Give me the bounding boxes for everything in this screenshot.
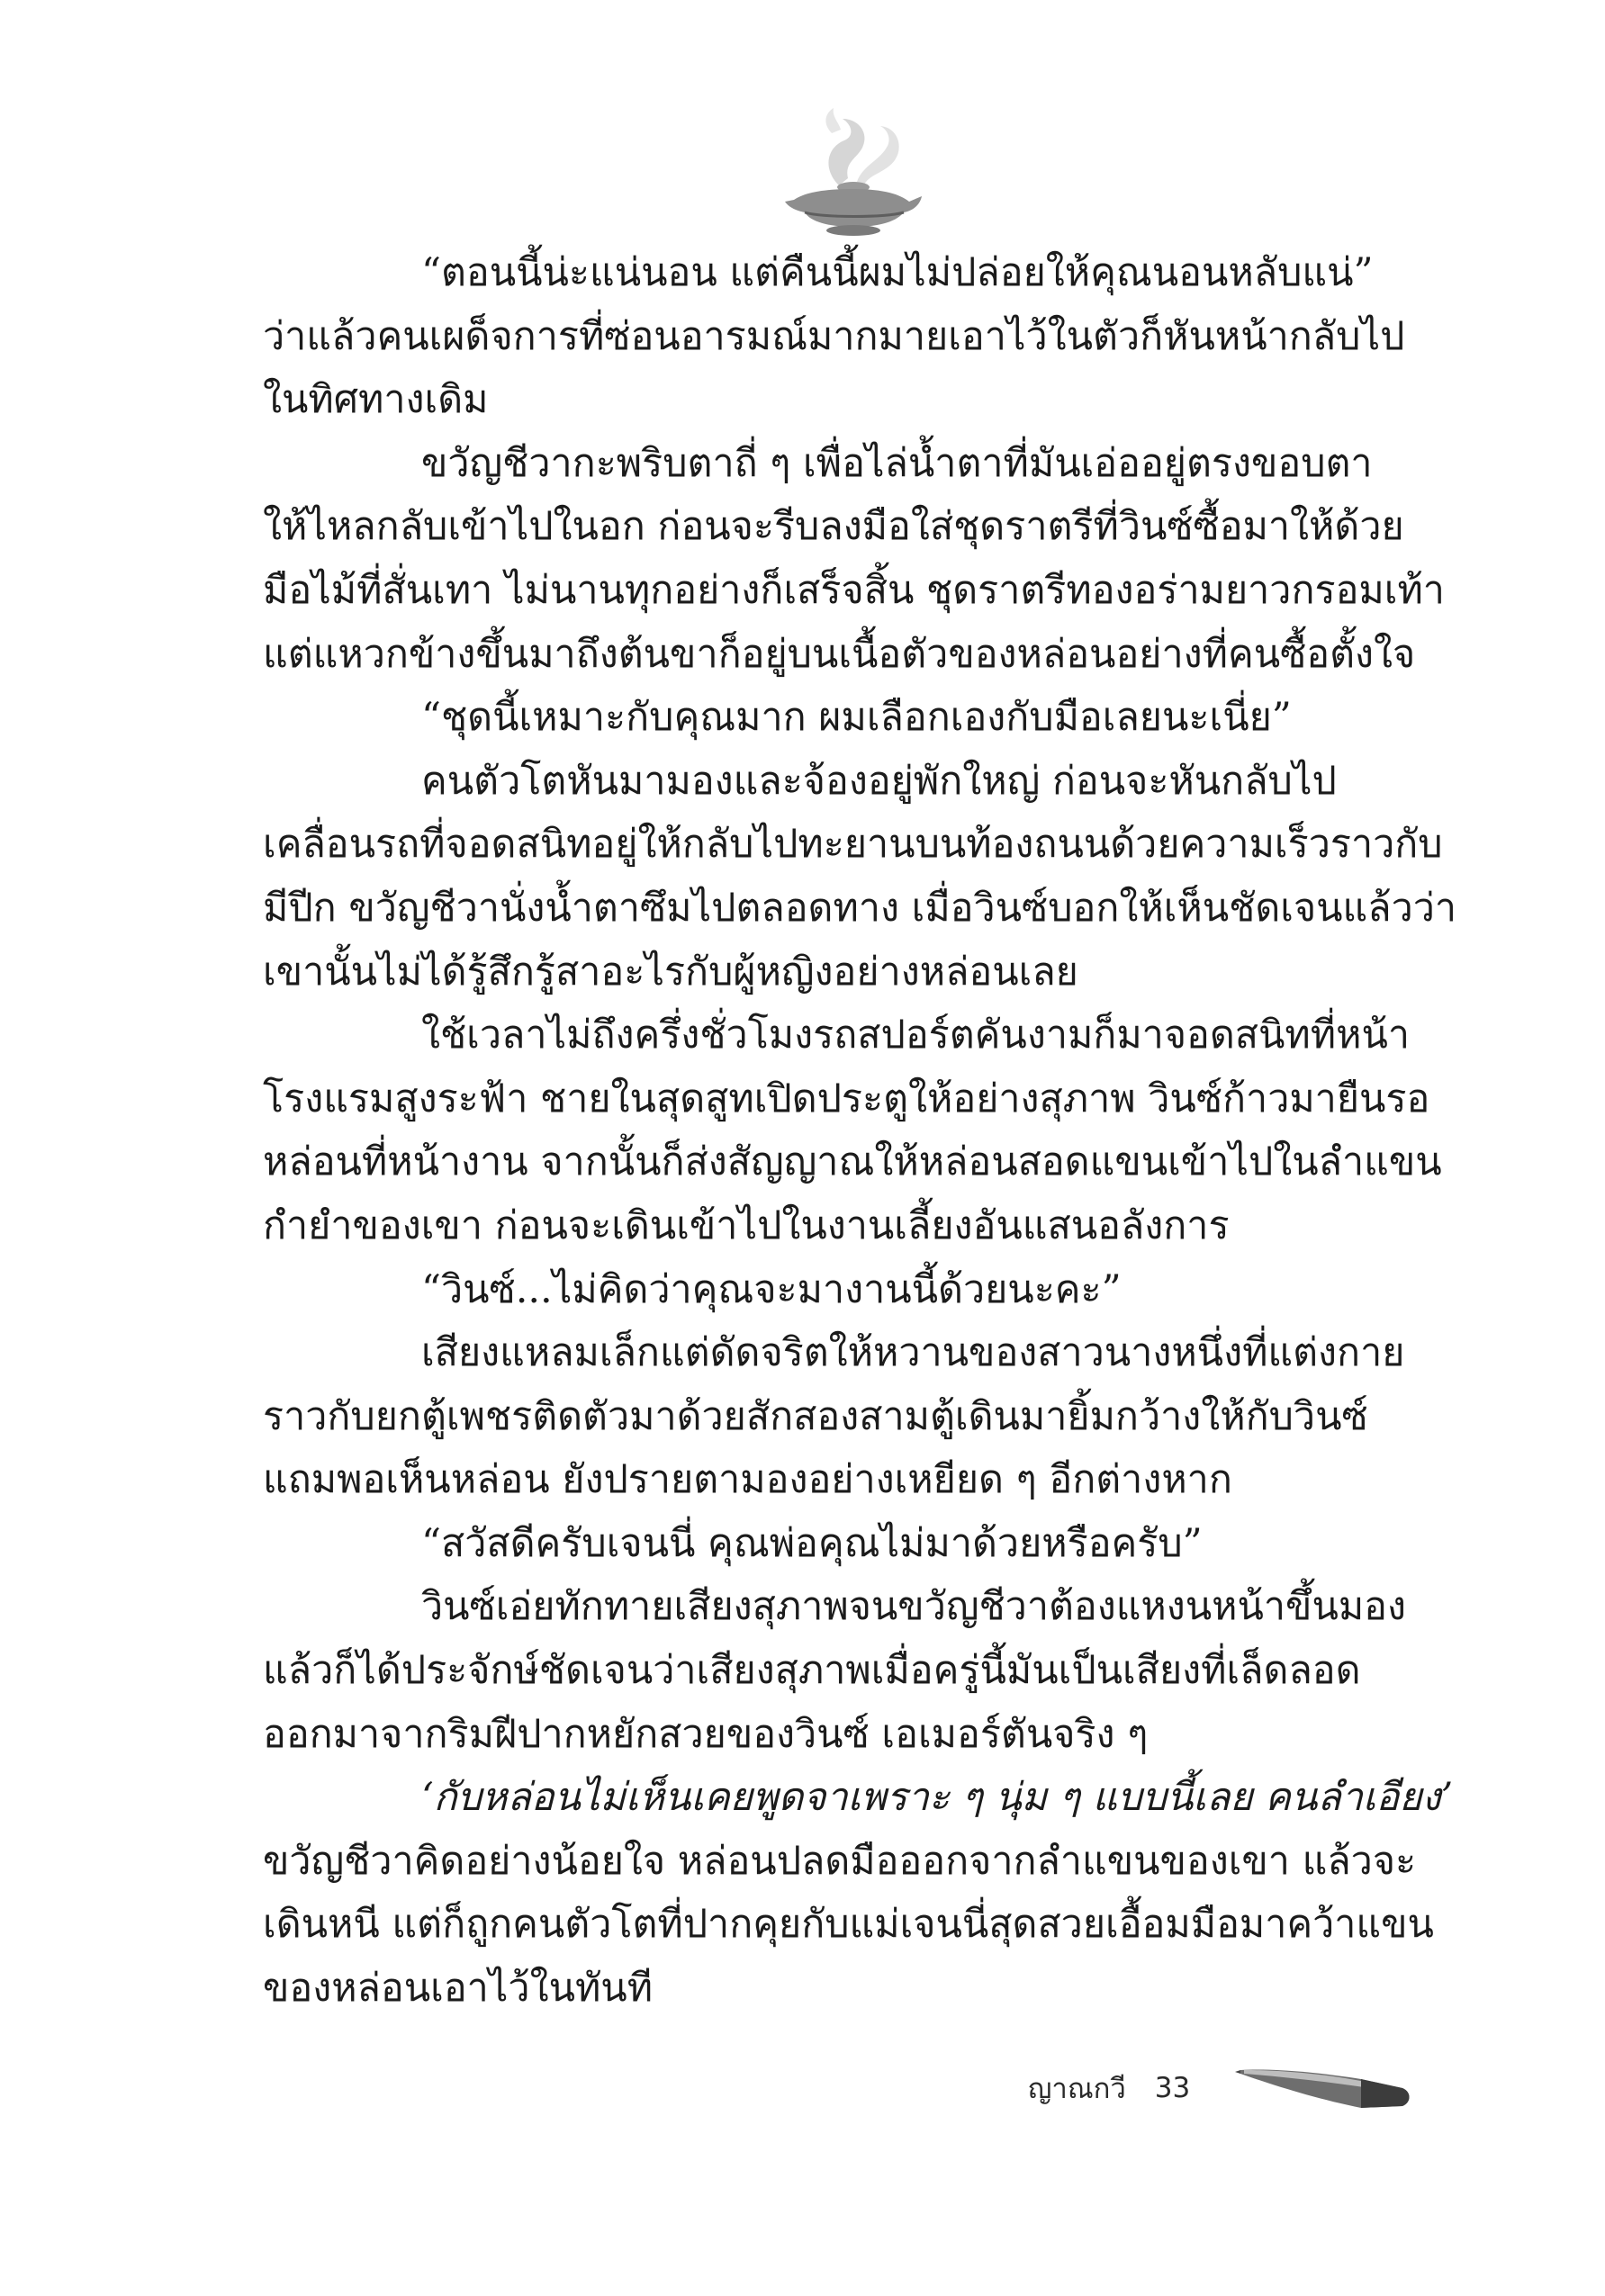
text-line: “วินซ์...ไม่คิดว่าคุณจะมางานนี้ด้วยนะคะ” <box>421 1266 1122 1312</box>
author-name: ญาณกวี <box>1028 2073 1126 2105</box>
text-line: ในทิศทางเดิม <box>263 377 489 423</box>
text-line: ขวัญชีวากะพริบตาถี่ ๆ เพื่อไล่น้ำตาที่มันเอ่ออยู่ตรงขอบตา <box>421 440 1373 486</box>
text-line: แล้วก็ได้ประจักษ์ชัดเจนว่าเสียงสุภาพเมื่อครู่นี้มันเป็นเสียงที่เล็ดลอด <box>263 1648 1361 1694</box>
text-line: มือไม้ที่สั่นเทา ไม่นานทุกอย่างก็เสร็จสิ้น ชุดราตรีทองอร่ามยาวกรอมเท้า <box>263 567 1445 613</box>
text-line: เดินหนี แต่ก็ถูกคนตัวโตที่ปากคุยกับแม่เจนนี่สุดสวยเอื้อมมือมาคว้าแขน <box>263 1902 1434 1948</box>
text-line: แต่แหวกข้างขึ้นมาถึงต้นขาก็อยู่บนเนื้อตัวของหล่อนอย่างที่คนซื้อตั้งใจ <box>263 631 1416 677</box>
text-line: “ชุดนี้เหมาะกับคุณมาก ผมเลือกเองกับมือเลยนะเนี่ย” <box>421 695 1292 741</box>
text-line: ของหล่อนเอาไว้ในทันที <box>263 1966 654 2012</box>
text-line: เขานั้นไม่ได้รู้สึกรู้สาอะไรกับผู้หญิงอย่างหล่อนเลย <box>263 949 1078 995</box>
text-line: ขวัญชีวาคิดอย่างน้อยใจ หล่อนปลดมือออกจากลำแขนของเขา แล้วจะ <box>263 1838 1417 1884</box>
text-line: คนตัวโตหันมามองและจ้องอยู่พักใหญ่ ก่อนจะหันกลับไป <box>421 758 1337 804</box>
story-text <box>263 241 1457 2021</box>
text-line: “ตอนนี้น่ะแน่นอน แต่คืนนี้ผมไม่ปล่อยให้คุณนอนหลับแน่” <box>421 250 1374 295</box>
text-line: ใช้เวลาไม่ถึงครึ่งชั่วโมงรถสปอร์ตคันงามก็มาจอดสนิทที่หน้า <box>421 1013 1410 1058</box>
text-line: ว่าแล้วคนเผด็จการที่ซ่อนอารมณ์มากมายเอาไว้ในตัวก็หันหน้ากลับไป <box>263 313 1405 359</box>
genie-lamp-icon <box>769 106 931 241</box>
text-line: แถมพอเห็นหล่อน ยังปรายตามองอย่างเหยียด ๆ อีกต่างหาก <box>263 1457 1232 1503</box>
text-line: “สวัสดีครับเจนนี่ คุณพ่อคุณไม่มาด้วยหรือครับ” <box>421 1520 1203 1566</box>
text-line: หล่อนที่หน้างาน จากนั้นก็ส่งสัญญาณให้หล่อนสอดแขนเข้าไปในลำแขน <box>263 1139 1442 1185</box>
text-line: เสียงแหลมเล็กแต่ดัดจริตให้หวานของสาวนางหนึ่งที่แต่งกาย <box>421 1330 1405 1376</box>
text-line: ให้ไหลกลับเข้าไปในอก ก่อนจะรีบลงมือใส่ชุดราตรีที่วินซ์ซื้อมาให้ด้วย <box>263 504 1404 550</box>
text-line: โรงแรมสูงระฟ้า ชายในสุดสูทเปิดประตูให้อย่างสุภาพ วินซ์ก้าวมายืนรอ <box>263 1076 1430 1121</box>
text-line: กำยำของเขา ก่อนจะเดินเข้าไปในงานเลี้ยงอันแสนอลังการ <box>263 1202 1230 1248</box>
text-line: มีปีก ขวัญชีวานั่งน้ำตาซึมไปตลอดทาง เมื่อวินซ์บอกให้เห็นชัดเจนแล้วว่า <box>263 885 1457 931</box>
text-line: ราวกับยกตู้เพชรติดตัวมาด้วยสักสองสามตู้เดินมายิ้มกว้างให้กับวินซ์ <box>263 1393 1368 1439</box>
text-line: วินซ์เอ่ยทักทายเสียงสุภาพจนขวัญชีวาต้องแหงนหน้าขึ้นมอง <box>421 1584 1407 1630</box>
text-line: ‘กับหล่อนไม่เห็นเคยพูดจาเพราะ ๆ นุ่ม ๆ แบบนี้เลย คนลำเอียง’ <box>421 1775 1454 1821</box>
text-line: เคลื่อนรถที่จอดสนิทอยู่ให้กลับไปทะยานบนท้องถนนด้วยความเร็วราวกับ <box>263 822 1443 868</box>
page-number: 33 <box>1154 2072 1191 2104</box>
text-line: ออกมาจากริมฝีปากหยักสวยของวินซ์ เอเมอร์ตันจริง ๆ <box>263 1711 1149 1757</box>
pen-icon <box>1235 2057 1415 2120</box>
page-footer <box>1028 2061 1190 2115</box>
